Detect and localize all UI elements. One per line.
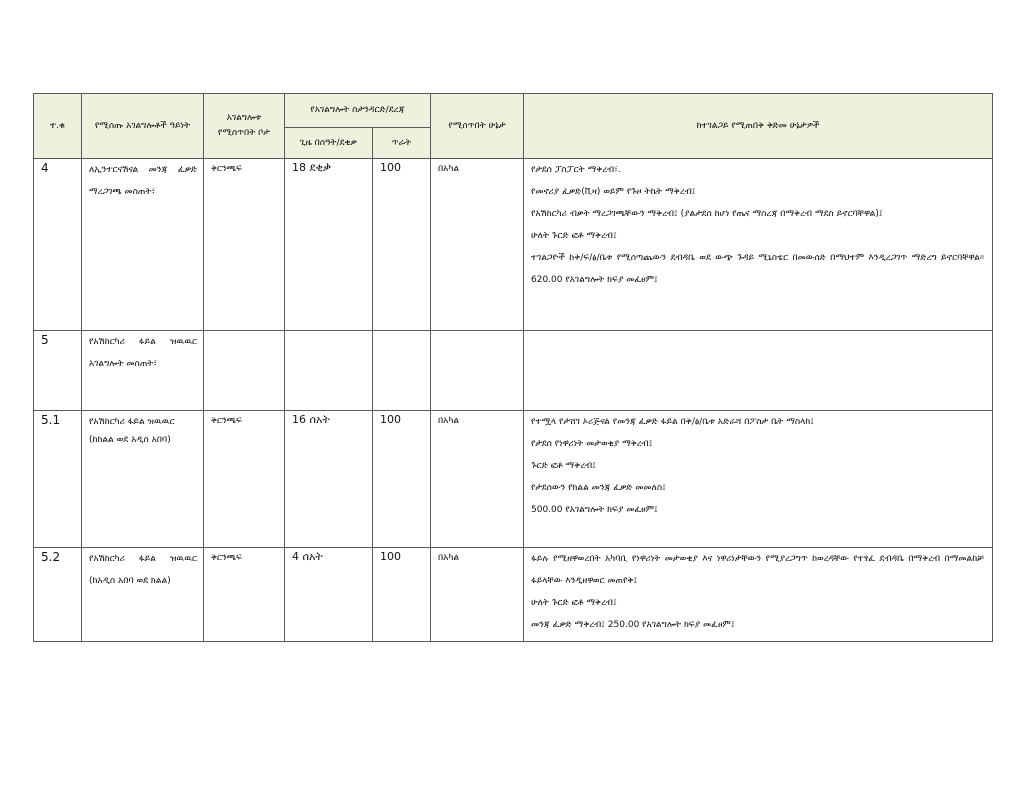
empty-cell <box>431 331 523 410</box>
service-location: ቅርንጫፍ <box>211 553 242 563</box>
cell-time <box>285 159 373 331</box>
header-location: አገልግሎቱ የሚሰጥበት ቦታ <box>204 94 285 159</box>
cell-time <box>285 548 373 642</box>
service-location: ቅርንጫፍ <box>211 164 242 174</box>
prerequisite-item: ተገልጋዮች ከቅ/ፍ/ፅ/ቤቱ የሚሰጣጨውን ደብዳቤ ወደ ውጭ ጉዳይ ሚኒስቴር በመውሰድ በማህተም እንዲረጋገጥ ማድረግ ይኖርባቸዋል። 620.00 የአገልግሎት ክፍያ መፈፀም፤ <box>531 253 985 285</box>
service-quality: 100 <box>380 413 401 426</box>
cell-location <box>204 411 285 548</box>
empty-cell <box>373 331 430 410</box>
cell-prerequisites <box>524 411 993 548</box>
prerequisite-item: የታደሰ ፓስፓርት ማቅረብ፣. <box>531 165 621 175</box>
prerequisite-item: ሁለት ጉርድ ፎቶ ማቅረብ፤ <box>531 231 617 241</box>
header-service-type: የሚሰጡ አገልግሎቶች ዓይነት <box>82 94 204 159</box>
cell-no <box>34 331 82 411</box>
table-row <box>34 159 993 331</box>
service-quality: 100 <box>380 550 401 563</box>
service-standards-table <box>33 93 993 642</box>
cell-time <box>285 411 373 548</box>
cell-service <box>82 548 204 642</box>
service-name: የአሽከርካሪ ፋይል ዝዉዉር (ከክልል ወደ አዲስ አበባ) <box>89 417 175 445</box>
cell-no <box>34 411 82 548</box>
header-row-top <box>34 94 993 128</box>
cell-service <box>82 411 204 548</box>
row-number: 4 <box>41 161 49 175</box>
service-time: 18 ደቂቃ <box>292 161 332 174</box>
prerequisite-item: የታደሰውን የክልል መንጃ ፈቃድ መመለስ፤ <box>531 483 666 493</box>
prerequisite-item: የመኖሪያ ፈቃድ(ቪዛ) ወይም የጉዞ ትኬት ማቅረብ፤ <box>531 187 696 197</box>
cell-prerequisites <box>524 548 993 642</box>
prerequisite-list <box>524 411 992 547</box>
header-prerequisites: ከተገልጋይ የሚጠበቅ ቅድመ ሁኔታዎች <box>524 94 993 159</box>
service-name: ለኢንተርናሽናል መንጃ ፈቃድ ማረጋገጫ መስጠት፣ <box>89 165 197 197</box>
cell-no <box>34 548 82 642</box>
empty-cell <box>204 331 284 410</box>
empty-cell <box>285 331 372 410</box>
delivery-mode: በአካል <box>438 164 460 174</box>
prerequisite-item: ጉርድ ፎቶ ማቅረብ፤ <box>531 461 596 471</box>
service-location: ቅርንጫፍ <box>211 416 242 426</box>
delivery-mode: በአካል <box>438 416 460 426</box>
table-row <box>34 411 993 548</box>
table-row <box>34 548 993 642</box>
cell-delivery-mode <box>431 548 524 642</box>
prerequisite-item: መንጃ ፈቃድ ማቅረብ፤ 250.00 የአገልግሎት ክፍያ መፈፀም፤ <box>531 620 735 630</box>
cell-service <box>82 159 204 331</box>
cell-delivery-mode <box>431 331 524 411</box>
prerequisite-item: ፋይሉ የሚዘዋወረበት አካባቢ የነዋሪነት መታወቂያ እና ነዋሪነታቸውን የሚያረጋግጥ ከወረዳቸው የተፃፈ ደብዳቤ በማቅረብ በማመልከቻ ፋይላቸው እንዲዘዋወር መጠየቅ፤ <box>531 554 985 586</box>
cell-prerequisites <box>524 159 993 331</box>
prerequisite-list <box>524 159 992 330</box>
cell-service <box>82 331 204 411</box>
empty-cell <box>524 331 992 410</box>
prerequisite-item: የታደሰ የነዋሪነት መታወቂያ ማቅረብ፤ <box>531 439 653 449</box>
row-number: 5.1 <box>41 413 61 427</box>
cell-quality <box>373 159 431 331</box>
cell-delivery-mode <box>431 411 524 548</box>
cell-time <box>285 331 373 411</box>
service-quality: 100 <box>380 161 401 174</box>
header-quality: ጥራት <box>373 128 431 159</box>
cell-delivery-mode <box>431 159 524 331</box>
cell-prerequisites <box>524 331 993 411</box>
header-service-standard: የአገልግሎት ስታንዳርድ/ደረጃ <box>285 94 431 128</box>
prerequisite-item: የተሟላ የታሸገ ኦሪጅናል የመንጃ ፈቃድ ፋይል በቅ/ፅ/ቤቱ አድራሻ በፖስታ ቤት ማስላክ፤ <box>531 417 814 427</box>
table-body <box>34 159 993 642</box>
service-time: 4 ሰአት <box>292 550 323 563</box>
row-number: 5.2 <box>41 550 61 564</box>
table-row <box>34 331 993 411</box>
prerequisite-item: ሁለት ጉርድ ፎቶ ማቅረብ፤ <box>531 598 617 608</box>
cell-quality <box>373 411 431 548</box>
header-no: ተ.ቁ <box>34 94 82 159</box>
cell-location <box>204 548 285 642</box>
prerequisite-list <box>524 548 992 641</box>
prerequisite-item: የአሽከርካሪ ብቃት ማረጋገጫቸውን ማቅረብ፤ (ያልታደሰ ከሆነ የጤና ማስረጃ በማቅረብ ማደስ ይኖርባቸዋል)፤ <box>531 209 883 219</box>
service-name: የአሽከርካሪ ፋይል ዝዉዉር (ከአዲስ አበባ ወደ ክልል) <box>89 554 197 586</box>
header-time: ጊዜ በሰዓት/ደቂቃ <box>285 128 373 159</box>
prerequisite-item: 500.00 የአገልግሎት ክፍያ መፈፀም፤ <box>531 505 658 515</box>
delivery-mode: በአካል <box>438 553 460 563</box>
service-time: 16 ሰአት <box>292 413 330 426</box>
service-name: የአሽከርካሪ ፋይል ዝዉዉር አገልግሎት መስጠት፣ <box>89 337 197 369</box>
header-delivery-mode: የሚሰጥበት ሁኔታ <box>431 94 524 159</box>
cell-location <box>204 159 285 331</box>
cell-quality <box>373 548 431 642</box>
cell-quality <box>373 331 431 411</box>
table-header <box>34 94 993 159</box>
cell-location <box>204 331 285 411</box>
cell-no <box>34 159 82 331</box>
row-number: 5 <box>41 333 49 347</box>
